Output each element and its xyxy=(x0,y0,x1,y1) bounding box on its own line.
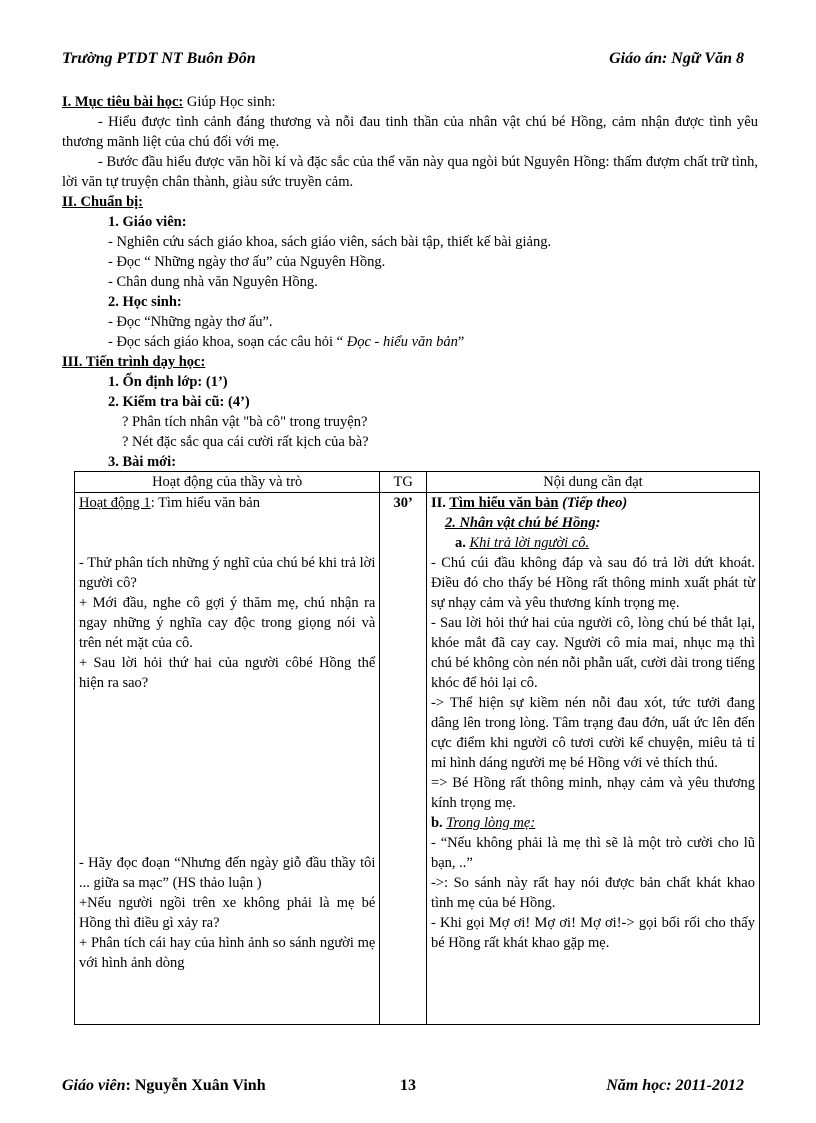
page-footer xyxy=(62,1077,744,1095)
content-subtitle xyxy=(431,513,755,533)
content-b-3: - Khi gọi Mợ ơi! Mợ ơi! Mợ ơi!-> gọi bối rối cho thấy bé Hồng rất khát khao gặp mẹ. xyxy=(430,915,755,951)
spacer xyxy=(79,513,375,553)
content-cell xyxy=(426,493,759,1025)
content-title xyxy=(431,493,755,513)
content-subtitle-colon: : xyxy=(595,515,601,531)
teacher-prep-label: 1. Giáo viên: xyxy=(108,214,187,230)
objective-1: - Hiểu được tình cảnh đáng thương và nỗi đau tinh thần của nhân vật chú bé Hồng, cảm nhận được tình yêu thương mãnh liệt của chú đối với mẹ. xyxy=(62,114,758,150)
school-name: Trường PTDT NT Buôn Đôn xyxy=(62,50,256,67)
lesson-body xyxy=(62,92,758,472)
question-2: ? Nét đặc sắc qua cái cười rất kịch của bà? xyxy=(122,434,369,450)
section-preparation-label: II. Chuẩn bị: xyxy=(62,194,143,210)
subject-title: Giáo án: Ngữ Văn 8 xyxy=(609,50,744,67)
activity-cell xyxy=(75,493,380,1025)
content-b-heading xyxy=(431,813,755,833)
col-header-activity: Hoạt động của thầy và trò xyxy=(75,472,380,493)
content-title-prefix: II. xyxy=(430,495,450,511)
student-prep-label: 2. Học sinh: xyxy=(108,294,182,310)
teacher-question-3: + Sau lời hỏi thứ hai của người côbé Hồng thể hiện ra sao? xyxy=(79,655,376,691)
content-subtitle-text: 2. Nhân vật chú bé Hồng xyxy=(444,515,596,531)
content-b-text: Trong lòng mẹ: xyxy=(446,815,536,831)
content-a-1: - Chú cúi đầu không đáp và sau đó trả lời dứt khoát. Điều đó cho thấy bé Hồng rất thông minh xuất phát từ sự nhạy cảm và yêu thương kính trọng mẹ. xyxy=(430,555,755,611)
page-number: 13 xyxy=(400,1077,416,1094)
activity-title xyxy=(79,493,375,513)
teacher-question-6: + Phân tích cái hay của hình ảnh so sánh người mẹ với hình ảnh dòng xyxy=(79,935,376,971)
section-process xyxy=(62,352,758,372)
content-title-suffix: (Tiếp theo) xyxy=(562,495,628,511)
teacher-item-3: - Chân dung nhà văn Nguyên Hồng. xyxy=(108,274,318,290)
table-header-row xyxy=(75,472,760,493)
step-3: 3. Bài mới: xyxy=(108,454,177,470)
question-1: ? Phân tích nhân vật "bà cô" trong truyện? xyxy=(122,414,368,430)
content-a-2: - Sau lời hỏi thứ hai của người cô, lòng chú bé thắt lại, khóe mắt đã cay cay. Người cô mỉa mai, nhục mạ thì chú bé không còn nén nỗi phẫn uất, cười dài trong tiếng khóc để hỏi lại cô. xyxy=(430,615,755,691)
col-header-time: TG xyxy=(380,472,427,493)
section-objectives xyxy=(62,92,758,112)
content-a-4: => Bé Hồng rất thông minh, nhạy cảm và yêu thương kính trọng mẹ. xyxy=(430,775,755,811)
teacher-question-1: - Thử phân tích những ý nghĩ của chú bé khi trả lời người cô? xyxy=(79,555,376,591)
school-year: Năm học: 2011-2012 xyxy=(606,1077,744,1094)
teacher-question-5: +Nếu người ngồi trên xe không phải là mẹ bé Hồng thì điều gì xảy ra? xyxy=(79,895,376,931)
col-header-content: Nội dung cần đạt xyxy=(426,472,759,493)
student-item-1: - Đọc “Những ngày thơ ấu”. xyxy=(108,314,273,330)
content-b-prefix: b. xyxy=(430,815,447,831)
content-a-3: -> Thể hiện sự kiềm nén nỗi đau xót, tức tưởi đang dâng lên trong lòng. Tâm trạng đau đớn, uất ức lên đến cực điểm khi người cô tươi cười kể chuyện, miêu tả tỉ mỉ hình dáng người mẹ bé Hồng với vẻ thích thú. xyxy=(430,695,755,771)
lesson-table xyxy=(74,471,760,1025)
student-item-2 xyxy=(62,332,758,352)
student-item-2-suffix: ” xyxy=(457,334,465,350)
objective-2: - Bước đầu hiểu được văn hồi kí và đặc sắc của thể văn này qua ngòi bút Nguyên Hồng: thấm đượm chất trữ tình, lời văn tự truyện chân thành, giàu sức truyền cảm. xyxy=(62,154,758,190)
page-header xyxy=(62,50,744,68)
activity-label: Hoạt động 1 xyxy=(79,495,151,511)
section-objectives-intro: Giúp Học sinh: xyxy=(183,94,276,110)
student-item-2-prefix: - Đọc sách giáo khoa, soạn các câu hỏi “ xyxy=(108,334,347,350)
content-b-1: - “Nếu không phải là mẹ thì sẽ là một trò cười cho lũ bạn, ..” xyxy=(430,835,755,871)
teacher-item-2: - Đọc “ Những ngày thơ ấu” của Nguyên Hồng. xyxy=(108,254,386,270)
section-objectives-label: I. Mục tiêu bài học: xyxy=(62,94,184,110)
footer-teacher-label: Giáo viên xyxy=(62,1077,126,1094)
content-title-underlined: Tìm hiểu văn bản xyxy=(449,495,559,511)
content-a-text: Khi trả lời người cô. xyxy=(469,535,590,551)
step-2: 2. Kiểm tra bài cũ: (4’) xyxy=(108,394,250,410)
step-1: 1. Ổn định lớp: (1’) xyxy=(108,374,228,390)
spacer xyxy=(79,693,375,853)
teacher-question-2: + Mới đầu, nghe cô gợi ý thăm mẹ, chú nhận ra ngay những ý nghĩa cay độc trong giọng nói và trên nét mặt của cô. xyxy=(79,595,376,651)
teacher-item-1: - Nghiên cứu sách giáo khoa, sách giáo viên, sách bài tập, thiết kế bài giảng. xyxy=(108,234,552,250)
footer-teacher xyxy=(62,1077,266,1095)
activity-rest: : Tìm hiểu văn bản xyxy=(150,495,260,511)
content-b-2: ->: So sánh này rất hay nói được bản chất khát khao tình mẹ của bé Hồng. xyxy=(430,875,755,911)
content-a-heading xyxy=(431,533,755,553)
student-item-2-italic: Đọc - hiểu văn bản xyxy=(346,334,458,350)
teacher-question-4: - Hãy đọc đoạn “Nhưng đến ngày giỗ đầu thầy tôi ... giữa sa mạc” (HS thảo luận ) xyxy=(79,855,376,891)
time-cell: 30’ xyxy=(380,493,427,1025)
section-process-label: III. Tiến trình dạy học: xyxy=(62,354,206,370)
section-preparation xyxy=(62,192,758,212)
footer-teacher-name: : Nguyễn Xuân Vinh xyxy=(125,1077,266,1094)
content-a-prefix: a. xyxy=(454,535,470,551)
table-row xyxy=(75,493,760,1025)
